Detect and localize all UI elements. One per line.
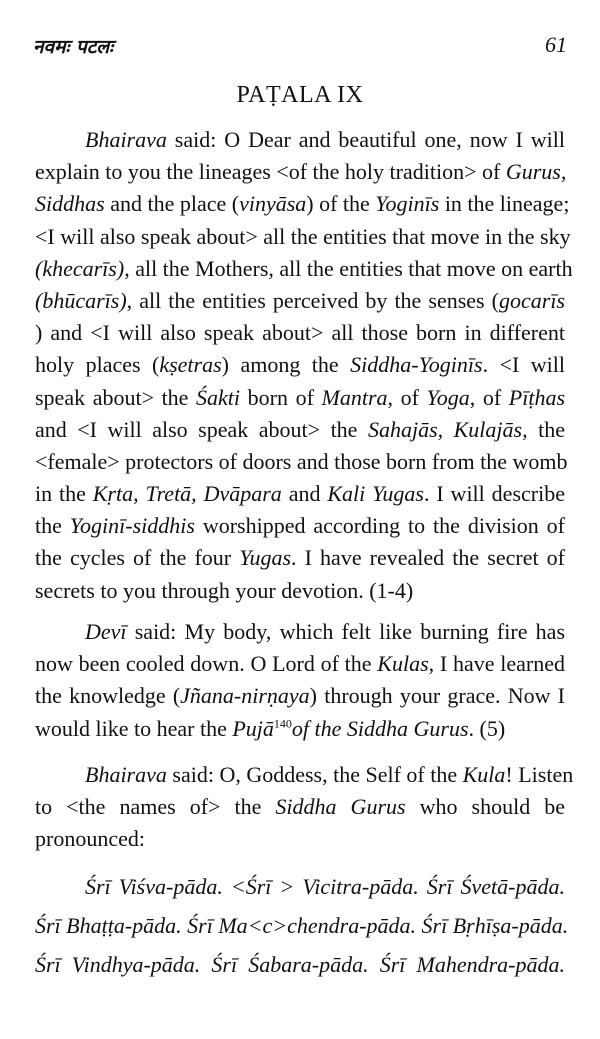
text-segment: ) among the: [221, 352, 351, 378]
text-segment: (khecarīs): [35, 255, 125, 281]
text-segment: . I have revealed the secret of: [291, 545, 565, 571]
text-segment: . <I will: [482, 352, 565, 378]
text-segment: now been cooled down. O Lord of the: [35, 651, 378, 677]
text-line: [35, 713, 565, 745]
text-line: [35, 349, 565, 381]
text-segment: <female> protectors of doors and those born from the womb: [35, 448, 568, 474]
text-segment: holy places (: [35, 352, 160, 378]
text-segment: in the lineage;: [439, 191, 570, 217]
text-segment: Mantra: [321, 384, 388, 410]
text-segment: of the Siddha Gurus: [291, 715, 469, 741]
text-segment: and <I will also speak about> the: [35, 416, 368, 442]
text-segment: the knowledge (: [35, 683, 181, 709]
text-segment: Yugas: [239, 545, 292, 571]
text-line: [35, 906, 569, 945]
text-line: [35, 285, 565, 317]
text-segment: Siddha-Yoginīs: [350, 352, 483, 378]
text-line: [35, 616, 565, 648]
footnote-ref: 140: [273, 716, 292, 731]
text-segment: in the: [35, 481, 93, 507]
text-segment: the: [527, 416, 565, 442]
text-segment: Śrī Viśva-pāda. <Śrī > Vicitra-pāda. Śrī Śvetā-pāda.: [85, 874, 565, 899]
text-segment: said: O Dear and beautiful one, now I will: [166, 127, 565, 152]
text-segment: who should be: [405, 794, 566, 820]
text-segment: Kṛta, Tretā, Dvāpara: [92, 481, 282, 507]
text-segment: Sahajās, Kulajās,: [367, 416, 528, 442]
text-segment: Siddha Gurus: [275, 794, 406, 820]
text-line: [35, 648, 565, 680]
text-segment: secrets to you through your devotion. (1-4): [35, 577, 414, 603]
text-segment: Śrī Bhaṭṭa-pāda. Śrī Ma<c>chendra-pāda. Śrī Bṛhīṣa-pāda.: [35, 913, 569, 938]
chapter-title: PAṬALA IX: [236, 82, 364, 108]
text-line: [35, 478, 565, 510]
text-segment: . I will describe: [423, 481, 565, 507]
text-segment: Śakti: [196, 384, 241, 410]
paragraph-bhairava-1: [35, 124, 573, 607]
text-segment: , of: [469, 384, 509, 410]
text-segment: to <the names of> the: [35, 794, 276, 820]
text-segment: (bhūcarīs): [35, 287, 127, 313]
text-segment: , all the Mothers, all the entities that move on earth: [124, 255, 573, 281]
text-segment: ! Listen: [505, 762, 574, 787]
text-segment: and the place (: [104, 191, 240, 217]
text-segment: Pujā: [232, 715, 274, 741]
text-segment: the: [35, 513, 70, 539]
text-segment: pronounced:: [35, 826, 145, 852]
text-line: [35, 759, 574, 791]
text-segment: <I will also speak about> all the entities that move in the sky: [35, 223, 571, 249]
text-segment: said: O, Goddess, the Self of the: [166, 762, 463, 787]
text-segment: explain to you the lineages <of the holy tradition> of: [35, 159, 506, 185]
text-line: [35, 575, 565, 607]
text-segment: vinyāsa: [239, 191, 307, 217]
text-segment: worshipped according to the division of: [194, 513, 565, 539]
text-segment: Jñana-nirṇaya: [180, 683, 310, 709]
text-segment: Yoga: [426, 384, 470, 410]
page-number: 61: [545, 32, 567, 57]
text-segment: Siddhas: [35, 191, 105, 217]
text-segment: ) of the: [306, 191, 376, 217]
text-line: [35, 446, 568, 478]
text-line: [35, 382, 565, 414]
paragraph-bhairava-2: [35, 759, 574, 856]
text-segment: Gurus,: [505, 159, 567, 185]
text-line: [35, 317, 565, 349]
text-segment: Devī: [85, 619, 127, 644]
text-line: [35, 791, 565, 823]
text-line: [35, 124, 565, 156]
text-segment: , of: [387, 384, 427, 410]
text-segment: born of: [240, 384, 322, 410]
text-segment: and: [281, 481, 328, 507]
text-segment: Kula: [462, 762, 506, 787]
guru-name-list: [35, 867, 569, 984]
text-segment: kṣetras: [159, 352, 222, 378]
text-segment: gocarīs: [499, 287, 565, 313]
text-segment: ) and <I will also speak about> all those born in different: [35, 320, 565, 346]
paragraph-devi: [35, 616, 565, 745]
text-line: [35, 414, 565, 446]
text-segment: Yoginī-siddhis: [69, 513, 195, 539]
text-segment: Bhairava: [85, 127, 167, 152]
text-segment: Bhairava: [85, 762, 167, 787]
text-line: [35, 188, 570, 220]
text-segment: said: My body, which felt like burning fire has: [126, 619, 565, 644]
text-line: [35, 542, 565, 574]
text-line: [35, 945, 565, 984]
text-segment: ) through your grace. Now I: [309, 683, 565, 709]
text-segment: Kali Yugas: [327, 481, 424, 507]
text-line: [35, 221, 571, 253]
text-line: [35, 156, 565, 188]
text-line: [35, 867, 565, 906]
text-segment: Śrī Vindhya-pāda. Śrī Śabara-pāda. Śrī Mahendra-pāda.: [35, 952, 565, 977]
text-segment: Kulas: [377, 651, 429, 677]
text-segment: the cycles of the four: [35, 545, 240, 571]
text-segment: Yoginīs: [375, 191, 440, 217]
text-segment: , all the entities perceived by the senses (: [126, 287, 499, 313]
text-segment: Pīṭhas: [508, 384, 566, 410]
running-title: नवमः पटलः: [33, 36, 114, 58]
text-line: [35, 510, 565, 542]
text-line: [35, 253, 573, 285]
text-line: [35, 823, 565, 855]
text-segment: , I have learned: [428, 651, 565, 677]
text-segment: speak about> the: [35, 384, 197, 410]
text-line: [35, 680, 565, 712]
text-segment: . (5): [468, 715, 506, 741]
text-segment: would like to hear the: [35, 715, 233, 741]
